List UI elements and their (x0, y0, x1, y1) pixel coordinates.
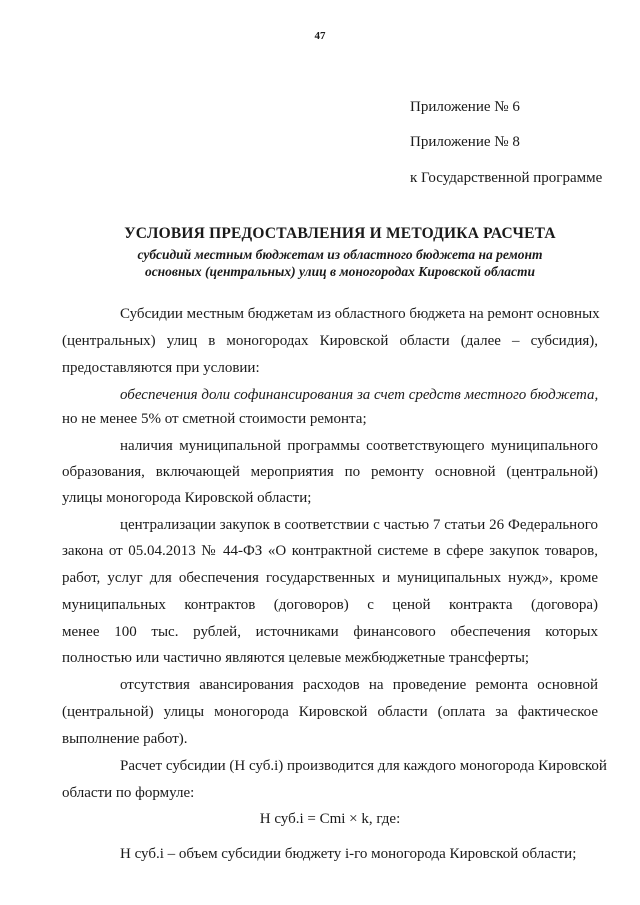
paragraph-line: отсутствия авансирования расходов на проведение ремонта основной (120, 677, 598, 693)
document-title: УСЛОВИЯ ПРЕДОСТАВЛЕНИЯ И МЕТОДИКА РАСЧЕТА (124, 225, 556, 242)
paragraph-line: наличия муниципальной программы соответствующего муниципального (120, 438, 598, 454)
page-number: 47 (314, 30, 326, 42)
paragraph-line: муниципальных контрактов (договоров) с ценой контракта (договора) (62, 597, 598, 613)
paragraph-line: централизации закупок в соответствии с частью 7 статьи 26 Федерального (120, 517, 598, 533)
paragraph-line: Субсидии местным бюджетам из областного бюджета на ремонт основных (120, 306, 600, 322)
document-subtitle-line-1: субсидий местным бюджетам из областного бюджета на ремонт (137, 247, 543, 262)
formula: Н суб.i = Cmi × k, где: (259, 811, 401, 827)
program-reference: к Государственной программе (410, 170, 603, 186)
paragraph-line: образования, включающей мероприятия по ремонту основной (центральной) (62, 464, 598, 480)
paragraph-line: (центральной) улицы моногорода Кировской области (оплата за фактическое (62, 704, 598, 720)
paragraph-line: менее 100 тыс. рублей, источниками финансового обеспечения которых (62, 624, 598, 640)
paragraph-line: полностью или частично являются целевые межбюджетные трансферты; (62, 650, 530, 666)
document-subtitle-line-2: основных (центральных) улиц в моногородах Кировской области (144, 264, 536, 279)
paragraph-line: обеспечения доли софинансирования за счет средств местного бюджета, (120, 387, 599, 403)
paragraph-line: выполнение работ). (62, 731, 188, 747)
paragraph-line: Н суб.i – объем субсидии бюджету i-го моногорода Кировской области; (120, 846, 577, 862)
paragraph-line: Расчет субсидии (Н суб.i) производится для каждого моногорода Кировской (120, 758, 607, 774)
paragraph-line: но не менее 5% от сметной стоимости ремонта; (62, 411, 367, 427)
paragraph-line: (центральных) улиц в моногородах Кировской области (далее – субсидия), (62, 333, 598, 349)
appendix-8-label: Приложение № 8 (410, 134, 520, 150)
paragraph-line: предоставляются при условии: (62, 360, 260, 376)
paragraph-line: закона от 05.04.2013 № 44-ФЗ «О контрактной системе в сфере закупок товаров, (62, 543, 598, 559)
paragraph-line: области по формуле: (62, 785, 195, 801)
appendix-6-label: Приложение № 6 (410, 99, 520, 115)
paragraph-line: работ, услуг для обеспечения государственных и муниципальных нужд», кроме (62, 570, 598, 586)
paragraph-line: улицы моногорода Кировской области; (62, 490, 312, 506)
